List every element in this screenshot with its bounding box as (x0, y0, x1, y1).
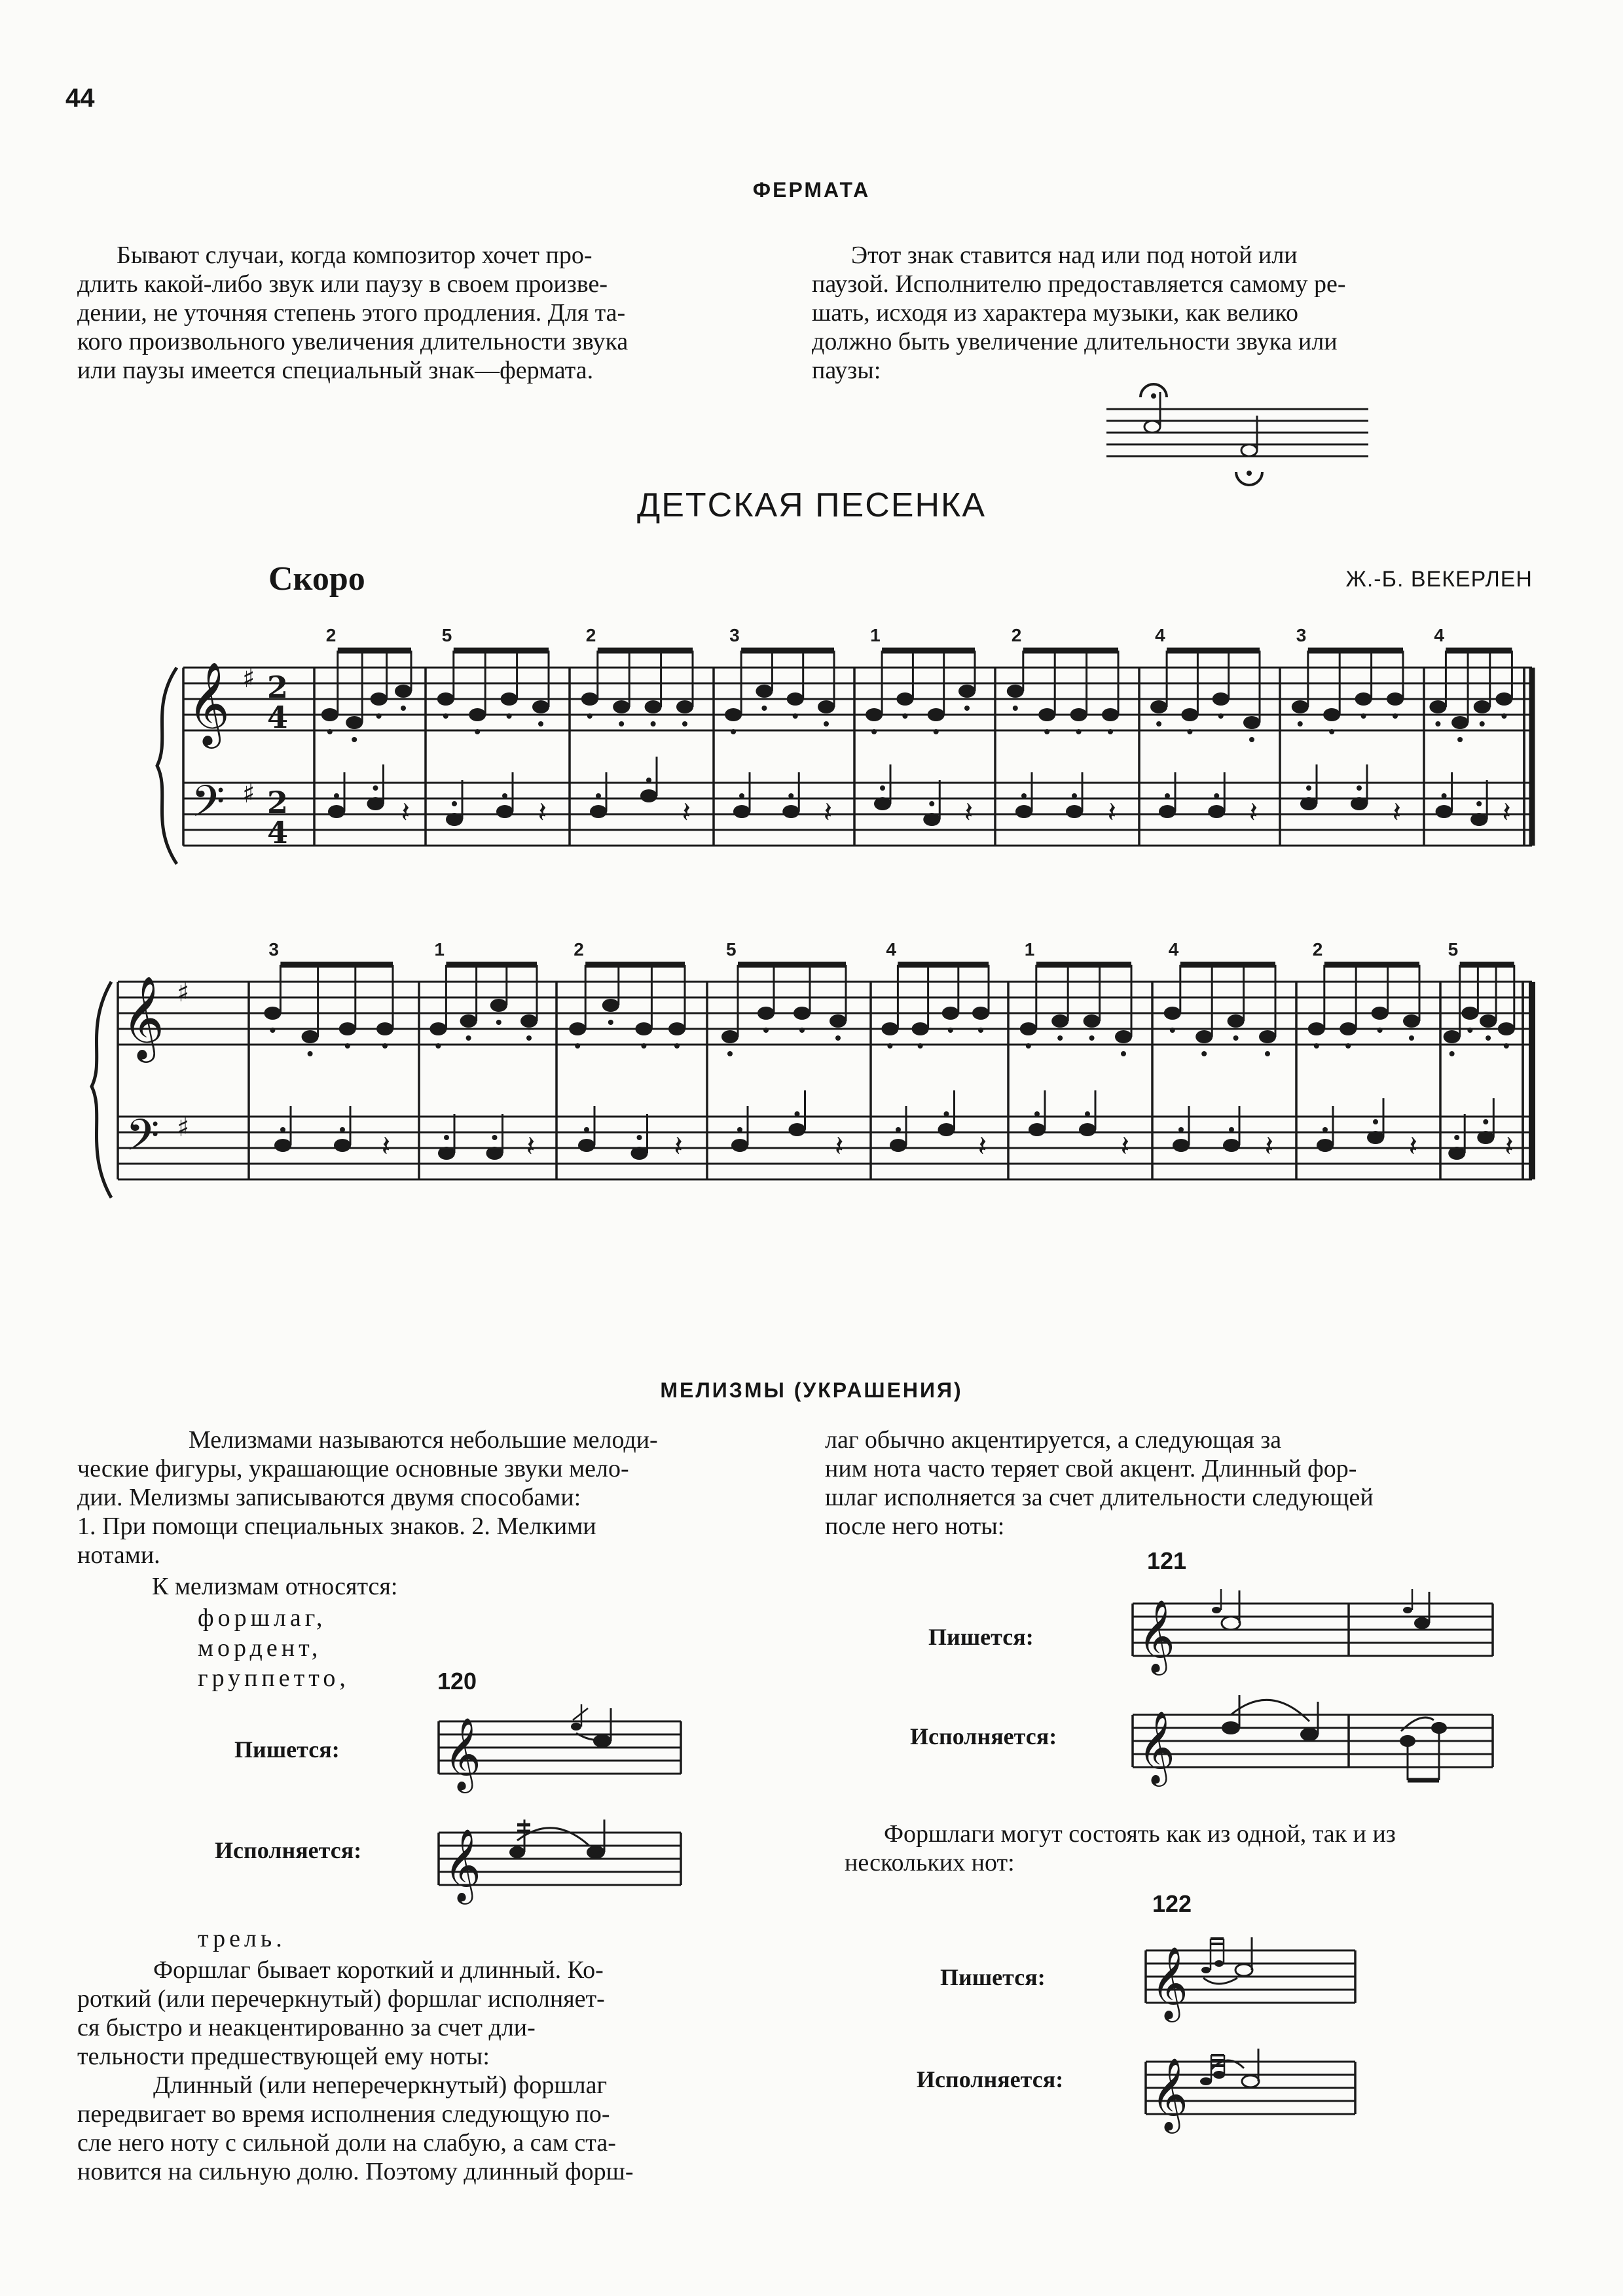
fingering-number: 2 (1312, 939, 1323, 960)
text-line: должно быть увеличение длительности звука или (812, 328, 1338, 355)
note-head (1308, 1022, 1325, 1035)
melismas-heading: МЕЛИЗМЫ (УКРАШЕНИЯ) (660, 1378, 963, 1402)
note-head (334, 1139, 351, 1152)
treble-clef-icon: 𝄞 (1151, 1946, 1188, 2019)
text-line: шлаг исполняется за счет длительности следующей (825, 1484, 1374, 1511)
text-line: Длинный (или неперечеркнутый) форшлаг (153, 2072, 608, 2099)
note-head (1323, 708, 1340, 721)
note-head (490, 999, 507, 1012)
treble-clef-icon: 𝄞 (1138, 1710, 1175, 1784)
rest-icon: 𝄽 (401, 796, 410, 829)
note-head (1066, 805, 1083, 818)
note-head (1079, 1123, 1096, 1136)
note-head (757, 1007, 775, 1020)
performed-label: Исполняется: (910, 1723, 1057, 1749)
list-item: форшлаг, (198, 1604, 327, 1632)
rest-icon: 𝄽 (1504, 1130, 1514, 1163)
score-system-1 (151, 625, 1545, 903)
note-head (1051, 1014, 1068, 1028)
note-head (866, 708, 883, 721)
note-head (830, 1014, 847, 1028)
note-head (1355, 692, 1372, 706)
note-head (520, 1014, 538, 1028)
note-head (1020, 1022, 1037, 1035)
note-head (942, 1007, 959, 1020)
written-label: Пишется: (234, 1736, 340, 1763)
note-head (1208, 805, 1225, 818)
rest-icon: 𝄽 (538, 796, 547, 829)
note-head (958, 685, 976, 698)
text-line: Форшлаги могут состоять как из одной, так и из (884, 1820, 1396, 1848)
note-head (1195, 1030, 1213, 1043)
example-number: 122 (1152, 1890, 1192, 1917)
fingering-number: 3 (1296, 625, 1307, 645)
note-head (602, 999, 619, 1012)
written-label: Пишется: (928, 1624, 1034, 1650)
note-head (972, 1007, 989, 1020)
list-item: группетто, (198, 1664, 350, 1692)
text-line: нескольких нот: (845, 1849, 1015, 1876)
note-head (1213, 692, 1230, 706)
fermata-right-paragraph (812, 241, 1522, 385)
text-line: длить какой-либо звук или паузу в своем произве- (77, 270, 608, 298)
note-head (818, 700, 835, 713)
example-120-staves (439, 1702, 687, 1918)
melismas-intro-paragraph (77, 1426, 797, 1570)
rest-icon: 𝄽 (1264, 1130, 1274, 1163)
text-line: новится на сильную долю. Поэтому длинный форш- (77, 2158, 634, 2185)
note-head (1403, 1014, 1420, 1028)
rest-icon: 𝄽 (526, 1130, 536, 1163)
note-head (460, 1014, 477, 1028)
note-head (1448, 1147, 1465, 1160)
rest-icon: 𝄽 (674, 1130, 683, 1163)
time-signature-bottom: 4 (267, 815, 289, 850)
sharp-icon: ♯ (242, 664, 255, 694)
note-head (501, 692, 518, 706)
example-number: 121 (1147, 1547, 1187, 1574)
note-head (1480, 1014, 1497, 1028)
note-head (635, 1022, 652, 1035)
note-head (1498, 1022, 1515, 1035)
score-system-2 (85, 939, 1545, 1230)
note-head (1461, 1007, 1478, 1020)
note-head (787, 692, 804, 706)
note-head (339, 1022, 356, 1035)
brace-icon (92, 982, 111, 1198)
note-head (438, 1147, 455, 1160)
note-head (302, 1030, 319, 1043)
text-line: или паузы имеется специальный знак—фермата. (77, 357, 594, 384)
treble-clef-icon: 𝄞 (187, 661, 230, 745)
performed-label: Исполняется: (215, 1837, 362, 1863)
note-head (676, 700, 693, 713)
text-line: Этот знак ставится над или под нотой или (851, 242, 1298, 269)
note-head (1477, 1131, 1494, 1144)
note-head (928, 708, 945, 721)
note-head (896, 692, 913, 706)
note-head (1150, 700, 1167, 713)
treble-clef-icon: 𝄞 (444, 1717, 481, 1790)
bass-clef-icon: 𝄢 (126, 1110, 160, 1171)
note-head (264, 1007, 281, 1020)
text-line: лаг обычно акцентируется, а следующая за (825, 1426, 1282, 1454)
note-head (1223, 1139, 1240, 1152)
note-head (1084, 1014, 1101, 1028)
note-head (721, 1030, 739, 1043)
rest-icon: 𝄽 (1249, 796, 1258, 829)
note-head (328, 805, 345, 818)
note-head (1436, 805, 1453, 818)
fingering-number: 2 (1011, 625, 1022, 645)
note-head (367, 797, 384, 810)
time-signature-bottom: 4 (267, 700, 289, 735)
rest-icon: 𝄽 (1107, 796, 1117, 829)
note-head (446, 813, 463, 826)
note-head (1029, 1123, 1046, 1136)
note-head (581, 692, 598, 706)
rest-icon: 𝄽 (1502, 796, 1511, 829)
note-head (532, 700, 549, 713)
note-head (395, 685, 412, 698)
bass-clef-icon: 𝄢 (191, 776, 225, 837)
note-head (569, 1022, 586, 1035)
fermata-left-paragraph (77, 241, 788, 385)
note-head (346, 716, 363, 729)
fingering-number: 4 (1155, 625, 1165, 645)
text-line: нотами. (77, 1541, 160, 1569)
note-head (1015, 805, 1032, 818)
fingering-number: 1 (1024, 939, 1035, 960)
rest-icon: 𝄽 (1392, 796, 1402, 829)
note-head (578, 1139, 595, 1152)
rest-icon: 𝄽 (682, 796, 691, 829)
page-number: 44 (65, 84, 95, 113)
example-number: 120 (437, 1668, 477, 1695)
rest-icon: 𝄽 (381, 1130, 391, 1163)
note-head (590, 805, 607, 818)
note-head (733, 805, 750, 818)
fingering-number: 4 (886, 939, 896, 960)
note-head (1429, 700, 1446, 713)
note-head (1007, 685, 1024, 698)
text-line: Мелизмами называются небольшие мелоди- (189, 1426, 658, 1454)
fingering-number: 2 (585, 625, 596, 645)
text-line: дении, не уточняя степень этого продления. Для та- (77, 299, 626, 327)
time-signature-top: 2 (267, 785, 289, 820)
text-line: ся быстро и неакцентированно за счет дли- (77, 2014, 536, 2041)
melismas-right-paragraph (825, 1426, 1539, 1541)
note-head (371, 692, 388, 706)
fingering-number: 2 (325, 625, 337, 645)
sharp-icon: ♯ (242, 779, 255, 809)
note-head (793, 1007, 811, 1020)
time-signature-top: 2 (267, 670, 289, 705)
text-line: дии. Мелизмы записываются двумя способами: (77, 1484, 581, 1511)
note-head (1300, 797, 1317, 810)
fingering-number: 1 (870, 625, 881, 645)
note-head (437, 692, 454, 706)
note-head (1451, 716, 1468, 729)
note-head (1228, 1014, 1245, 1028)
text-line: 1. При помощи специальных знаков. 2. Мелкими (77, 1513, 596, 1540)
note-head (1102, 708, 1119, 721)
note-head (1243, 716, 1260, 729)
note-head (874, 797, 891, 810)
note-head (1164, 1007, 1181, 1020)
treble-clef-icon: 𝄞 (1151, 2057, 1188, 2130)
note-head (321, 708, 338, 721)
brace-icon (157, 668, 177, 864)
closing-paragraph (845, 1820, 1539, 1877)
note-head (1317, 1139, 1334, 1152)
text-line: кого произвольного увеличения длительности звука (77, 328, 629, 355)
text-line: шать, исходя из характера музыки, как велико (812, 299, 1298, 327)
example-122-staves (1146, 1924, 1362, 2147)
rest-icon: 𝄽 (835, 1130, 844, 1163)
note-head (782, 805, 799, 818)
rest-icon: 𝄽 (964, 796, 974, 829)
list-last-item: трель. (198, 1925, 286, 1952)
note-head (1070, 708, 1087, 721)
fingering-number: 5 (1448, 939, 1459, 960)
rest-icon: 𝄽 (977, 1130, 987, 1163)
performed-label: Исполняется: (917, 2066, 1064, 2092)
treble-clef-icon: 𝄞 (122, 975, 165, 1059)
text-line: передвигает во время исполнения следующую по- (77, 2100, 610, 2128)
note-head (1259, 1030, 1276, 1043)
list-intro: К мелизмам относятся: (152, 1573, 398, 1600)
text-line: Бывают случаи, когда композитор хочет про- (117, 242, 593, 269)
note-head (613, 700, 630, 713)
note-head (923, 813, 940, 826)
note-head (486, 1147, 503, 1160)
note-head (725, 708, 742, 721)
written-label: Пишется: (940, 1964, 1046, 1990)
note-head (789, 1123, 806, 1136)
note-head (912, 1022, 929, 1035)
song-title: ДЕТСКАЯ ПЕСЕНКА (636, 486, 986, 524)
note-head (1351, 797, 1368, 810)
text-line: тельности предшествующей ему ноты: (77, 2043, 490, 2070)
treble-clef-icon: 𝄞 (444, 1828, 481, 1901)
note-head (1038, 708, 1055, 721)
note-head (668, 1022, 685, 1035)
note-head (645, 700, 662, 713)
sharp-icon: ♯ (177, 1113, 190, 1143)
note-head (640, 789, 657, 802)
note-head (890, 1139, 907, 1152)
half-note (1241, 444, 1257, 456)
fingering-number: 3 (268, 939, 279, 960)
text-line: паузы: (812, 357, 881, 384)
fingering-number: 4 (1168, 939, 1179, 960)
note-head (496, 805, 513, 818)
text-line: сле него ноту с сильной доли на слабую, а сам ста- (77, 2129, 616, 2157)
note-head (1159, 805, 1176, 818)
tempo-marking: Скоро (268, 560, 365, 598)
rest-icon: 𝄽 (1408, 1130, 1418, 1163)
note-head (1372, 1007, 1389, 1020)
example-121-staves (1133, 1584, 1499, 1806)
rest-icon: 𝄽 (1120, 1130, 1130, 1163)
sharp-icon: ♯ (177, 978, 190, 1008)
note-head (631, 1147, 648, 1160)
note-head (1173, 1139, 1190, 1152)
text-line: после него ноты: (825, 1513, 1005, 1540)
treble-clef-icon: 𝄞 (1138, 1599, 1175, 1672)
note-head (1340, 1022, 1357, 1035)
text-line: ческие фигуры, украшающие основные звуки мело- (77, 1455, 629, 1482)
text-line: роткий (или перечеркнутый) форшлаг исполняет- (77, 1985, 605, 2013)
note-head (1367, 1131, 1384, 1144)
text-line: паузой. Исполнителю предоставляется самому ре- (812, 270, 1346, 298)
fermata-example-staff (1106, 389, 1381, 488)
composer-name: Ж.-Б. ВЕКЕРЛЕН (1345, 567, 1533, 592)
fermata-heading: ФЕРМАТА (752, 178, 871, 202)
note-head (1181, 708, 1198, 721)
note-head (1444, 1030, 1461, 1043)
note-head (1495, 692, 1512, 706)
note-head (1387, 692, 1404, 706)
fingering-number: 1 (434, 939, 445, 960)
fingering-number: 2 (574, 939, 584, 960)
half-note (1144, 421, 1160, 433)
note-head (1470, 813, 1487, 826)
note-head (938, 1123, 955, 1136)
list-item: мордент, (198, 1634, 322, 1662)
fingering-number: 5 (441, 625, 452, 645)
note-head (1115, 1030, 1132, 1043)
text-line: ним нота часто теряет свой акцент. Длинный фор- (825, 1455, 1357, 1482)
fingering-number: 4 (1434, 625, 1444, 645)
note-head (274, 1139, 291, 1152)
note-head (1292, 700, 1309, 713)
note-head (376, 1022, 393, 1035)
note-head (429, 1022, 447, 1035)
fingering-number: 5 (726, 939, 737, 960)
fingering-number: 3 (729, 625, 740, 645)
note-head (756, 685, 773, 698)
note-head (881, 1022, 898, 1035)
forshlag-paragraph (77, 1956, 797, 2186)
note-head (731, 1139, 748, 1152)
text-line: Форшлаг бывает короткий и длинный. Ко- (153, 1956, 604, 1984)
rest-icon: 𝄽 (823, 796, 833, 829)
note-head (1474, 700, 1491, 713)
note-head (469, 708, 486, 721)
